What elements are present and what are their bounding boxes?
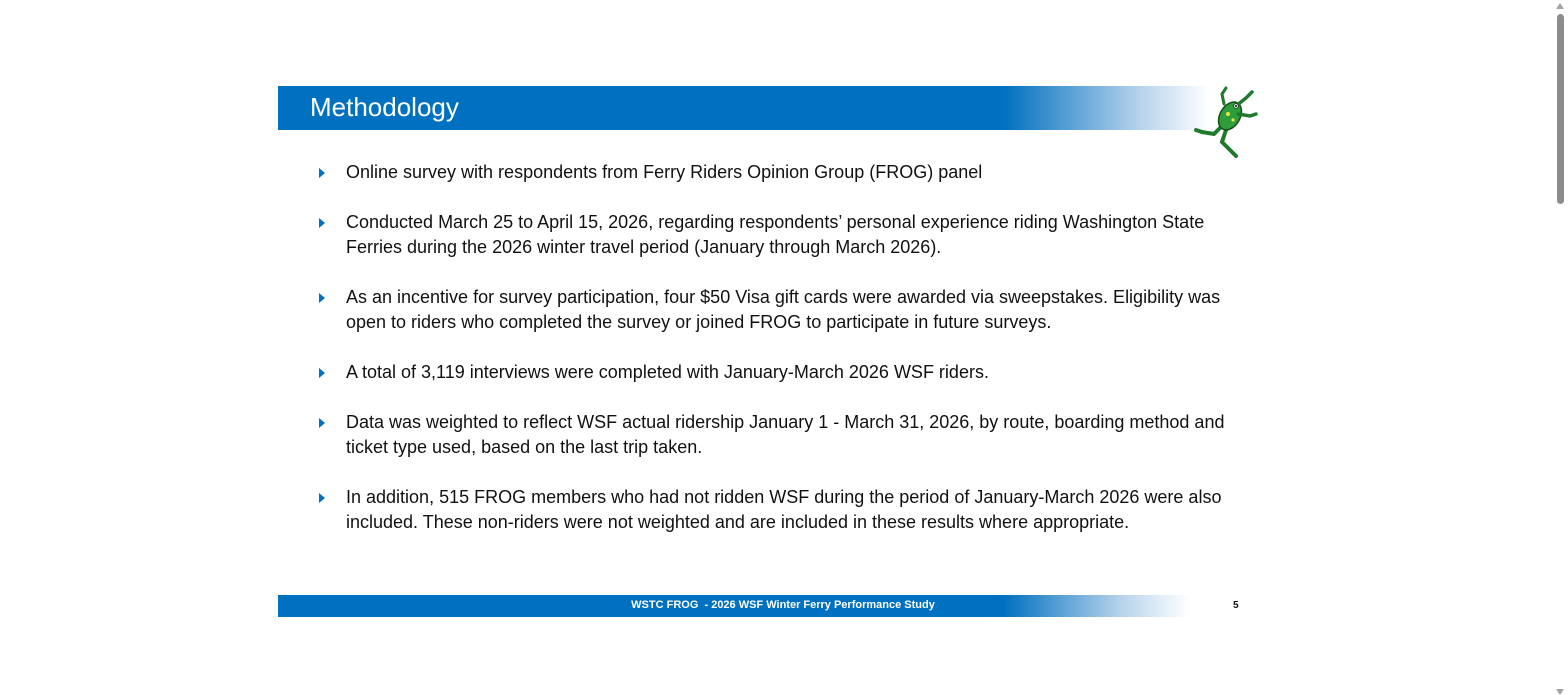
bullet-item	[314, 360, 1244, 385]
scroll-down-arrow-icon[interactable]	[1556, 689, 1564, 695]
bullet-text: Online survey with respondents from Ferry Riders Opinion Group (FROG) panel	[346, 162, 983, 182]
title-bar	[278, 86, 1258, 130]
footer-bar	[278, 595, 1258, 617]
vertical-scrollbar[interactable]	[1553, 0, 1568, 698]
bullet-text: Conducted March 25 to April 15, 2026, regarding respondents’ personal experience riding Washington State Ferries during the 2026 winter travel period (January through March 2026).	[346, 212, 1205, 257]
scroll-thumb[interactable]	[1557, 14, 1564, 204]
bullet-arrow-icon	[319, 493, 325, 503]
bullet-item	[314, 485, 1244, 535]
frog-icon	[1192, 86, 1260, 158]
bullet-item	[314, 410, 1244, 460]
bullet-item	[314, 160, 1244, 185]
bullet-arrow-icon	[319, 418, 325, 428]
bullet-text: As an incentive for survey participation, four $50 Visa gift cards were awarded via sweepstakes. Eligibility was open to riders who completed the survey or joined FROG to participate in future surveys.	[346, 287, 1221, 332]
bullet-item	[314, 285, 1244, 335]
slide	[278, 86, 1258, 626]
page-number: 5	[1233, 600, 1239, 611]
bullet-text: In addition, 515 FROG members who had not ridden WSF during the period of January-March 2026 were also included. These non-riders were not weighted and are included in these results where appropriate.	[346, 487, 1222, 532]
bullet-arrow-icon	[319, 218, 325, 228]
bullet-arrow-icon	[319, 168, 325, 178]
bullet-list	[314, 160, 1244, 560]
footer-text: WSTC FROG - 2026 WSF Winter Ferry Performance Study	[631, 599, 935, 611]
bullet-arrow-icon	[319, 368, 325, 378]
bullet-item	[314, 210, 1244, 260]
bullet-text: Data was weighted to reflect WSF actual ridership January 1 - March 31, 2026, by route, boarding method and ticket type used, based on the last trip taken.	[346, 412, 1225, 457]
scroll-up-arrow-icon[interactable]	[1556, 3, 1564, 9]
bullet-text: A total of 3,119 interviews were completed with January-March 2026 WSF riders.	[346, 362, 989, 382]
slide-title: Methodology	[310, 92, 459, 122]
bullet-arrow-icon	[319, 293, 325, 303]
